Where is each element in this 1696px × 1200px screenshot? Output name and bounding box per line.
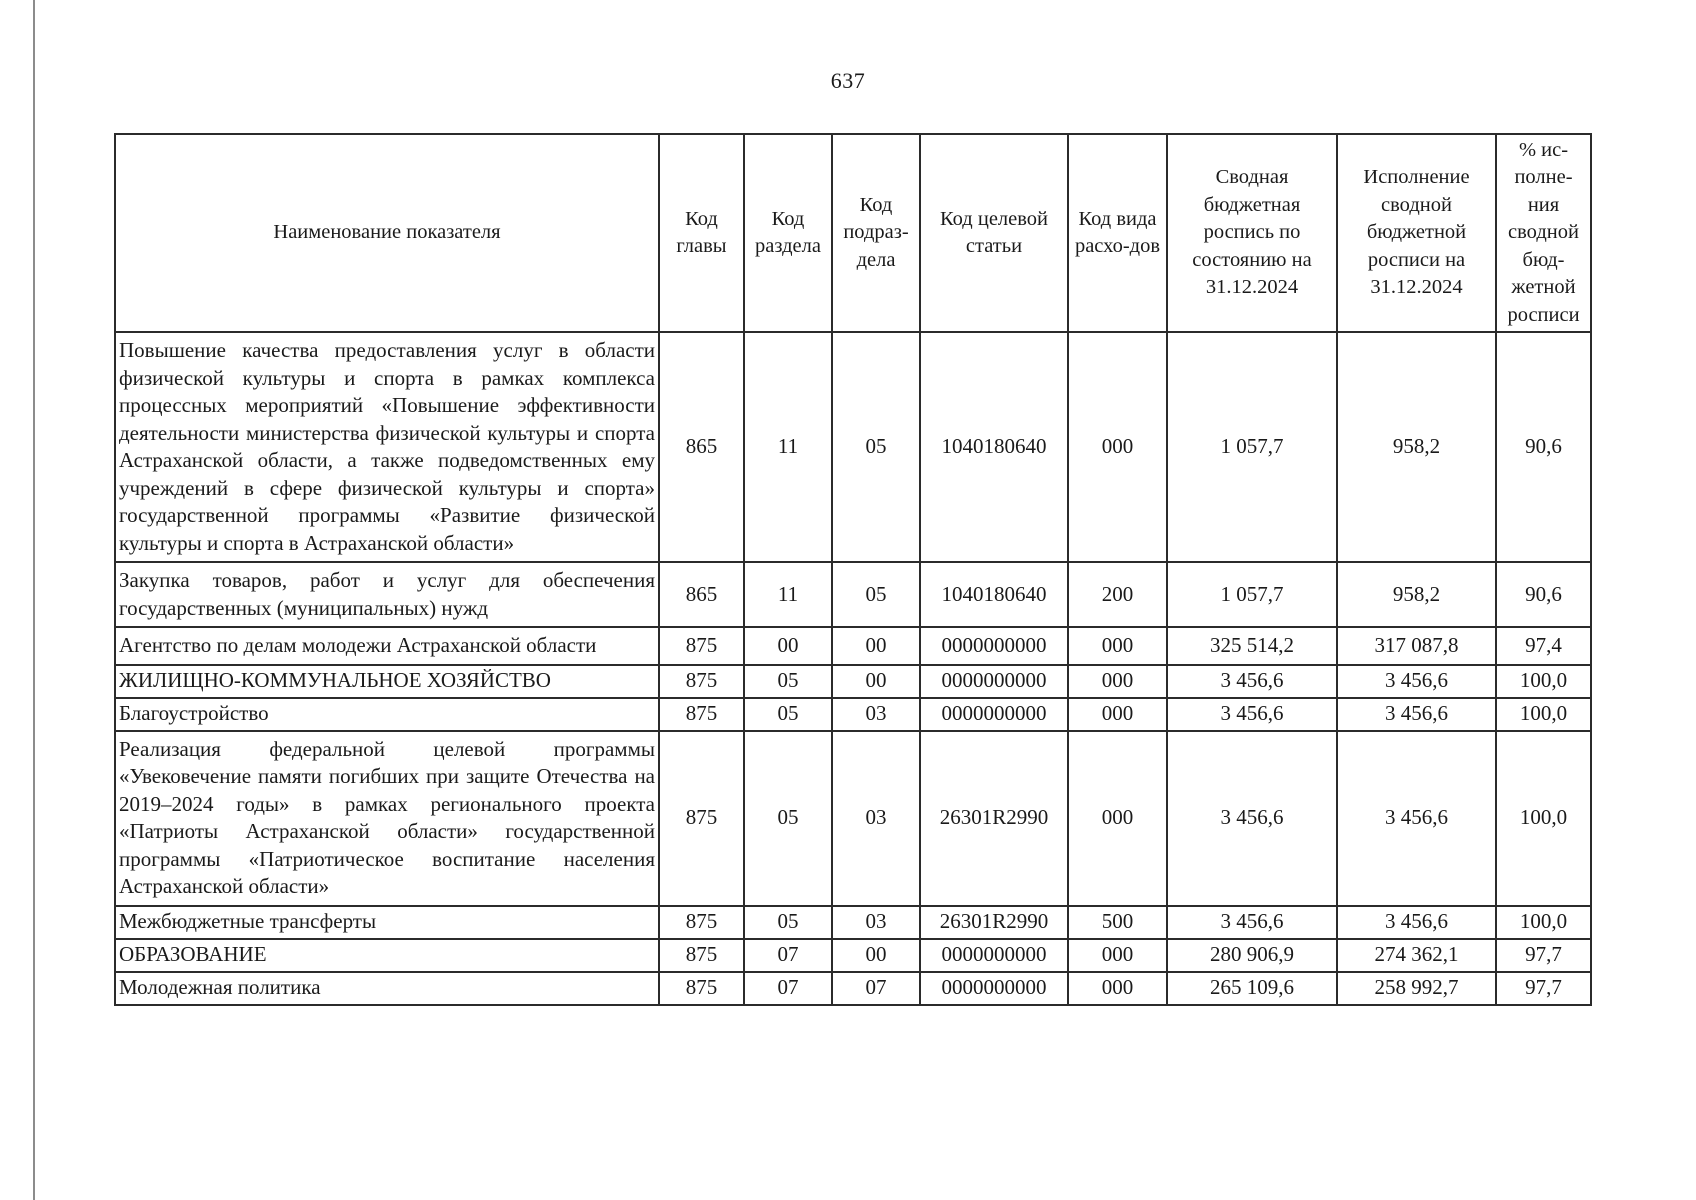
row-name: Закупка товаров, работ и услуг для обеспечения государственных (муниципальных) нужд	[115, 562, 659, 627]
row-expense-type: 200	[1068, 562, 1167, 627]
row-target: 0000000000	[920, 698, 1068, 731]
row-name: Молодежная политика	[115, 972, 659, 1005]
table-body	[115, 332, 1591, 1005]
row-name: ОБРАЗОВАНИЕ	[115, 939, 659, 972]
header-subsection-code: Код подраз-дела	[832, 134, 920, 332]
row-executed: 3 456,6	[1337, 906, 1496, 939]
row-percent: 100,0	[1496, 698, 1591, 731]
table-row	[115, 332, 1591, 562]
row-expense-type: 000	[1068, 332, 1167, 562]
row-target: 0000000000	[920, 665, 1068, 698]
row-subsection: 03	[832, 906, 920, 939]
row-subsection: 05	[832, 332, 920, 562]
header-expense-type-code: Код вида расхо-дов	[1068, 134, 1167, 332]
row-target: 26301R2990	[920, 906, 1068, 939]
row-percent: 97,7	[1496, 972, 1591, 1005]
row-section: 05	[744, 698, 832, 731]
header-row	[115, 134, 1591, 332]
row-section: 05	[744, 906, 832, 939]
header-planned: Сводная бюджетная роспись по состоянию на 31.12.2024	[1167, 134, 1337, 332]
table-row	[115, 972, 1591, 1005]
header-chapter-code: Код главы	[659, 134, 744, 332]
row-name: Реализация федеральной целевой программы «Увековечение памяти погибших при защите Отечества на 2019–2024 годы» в рамках регионального проекта «Патриоты Астраханской области» государственной программы «Патриотическое воспитание населения Астраханской области»	[115, 731, 659, 906]
row-chapter: 865	[659, 562, 744, 627]
row-subsection: 03	[832, 731, 920, 906]
row-section: 05	[744, 665, 832, 698]
table-row	[115, 731, 1591, 906]
row-chapter: 875	[659, 939, 744, 972]
row-expense-type: 000	[1068, 972, 1167, 1005]
row-executed: 958,2	[1337, 332, 1496, 562]
row-name: Межбюджетные трансферты	[115, 906, 659, 939]
row-percent: 97,7	[1496, 939, 1591, 972]
header-target-code: Код целевой статьи	[920, 134, 1068, 332]
budget-table	[114, 133, 1592, 1006]
row-expense-type: 000	[1068, 698, 1167, 731]
row-percent: 100,0	[1496, 906, 1591, 939]
row-percent: 90,6	[1496, 332, 1591, 562]
row-planned: 265 109,6	[1167, 972, 1337, 1005]
row-subsection: 05	[832, 562, 920, 627]
row-percent: 100,0	[1496, 665, 1591, 698]
header-percent: % ис-полне-ния сводной бюд-жетной росписи	[1496, 134, 1591, 332]
row-target: 1040180640	[920, 332, 1068, 562]
table-row	[115, 939, 1591, 972]
row-executed: 258 992,7	[1337, 972, 1496, 1005]
row-executed: 958,2	[1337, 562, 1496, 627]
row-expense-type: 000	[1068, 731, 1167, 906]
table-row	[115, 665, 1591, 698]
page-margin-line	[33, 0, 35, 1200]
row-target: 1040180640	[920, 562, 1068, 627]
row-planned: 3 456,6	[1167, 665, 1337, 698]
header-executed: Исполнение сводной бюджетной росписи на 31.12.2024	[1337, 134, 1496, 332]
row-section: 07	[744, 972, 832, 1005]
row-chapter: 875	[659, 731, 744, 906]
row-expense-type: 000	[1068, 939, 1167, 972]
row-subsection: 07	[832, 972, 920, 1005]
row-planned: 325 514,2	[1167, 627, 1337, 665]
row-executed: 274 362,1	[1337, 939, 1496, 972]
row-section: 05	[744, 731, 832, 906]
row-target: 0000000000	[920, 972, 1068, 1005]
row-subsection: 03	[832, 698, 920, 731]
row-expense-type: 000	[1068, 627, 1167, 665]
row-section: 00	[744, 627, 832, 665]
row-section: 11	[744, 562, 832, 627]
row-target: 26301R2990	[920, 731, 1068, 906]
row-target: 0000000000	[920, 939, 1068, 972]
row-chapter: 875	[659, 972, 744, 1005]
row-name: Повышение качества предоставления услуг в области физической культуры и спорта в рамках комплекса процессных мероприятий «Повышение эффективности деятельности министерства физической культуры и спорта Астраханской области, а также подведомственных ему учреждений в сфере физической культуры и спорта» государственной программы «Развитие физической культуры и спорта в Астраханской области»	[115, 332, 659, 562]
row-name: Агентство по делам молодежи Астраханской области	[115, 627, 659, 665]
table-row	[115, 627, 1591, 665]
row-subsection: 00	[832, 665, 920, 698]
row-chapter: 875	[659, 906, 744, 939]
header-section-code: Код раздела	[744, 134, 832, 332]
table-row	[115, 562, 1591, 627]
row-planned: 1 057,7	[1167, 332, 1337, 562]
row-chapter: 875	[659, 627, 744, 665]
page-number: 637	[830, 68, 866, 93]
row-section: 07	[744, 939, 832, 972]
row-chapter: 875	[659, 698, 744, 731]
row-percent: 100,0	[1496, 731, 1591, 906]
row-planned: 3 456,6	[1167, 731, 1337, 906]
row-target: 0000000000	[920, 627, 1068, 665]
table-header	[115, 134, 1591, 332]
row-subsection: 00	[832, 627, 920, 665]
row-executed: 317 087,8	[1337, 627, 1496, 665]
row-executed: 3 456,6	[1337, 731, 1496, 906]
row-executed: 3 456,6	[1337, 665, 1496, 698]
row-executed: 3 456,6	[1337, 698, 1496, 731]
row-percent: 97,4	[1496, 627, 1591, 665]
row-planned: 3 456,6	[1167, 906, 1337, 939]
row-planned: 1 057,7	[1167, 562, 1337, 627]
row-planned: 280 906,9	[1167, 939, 1337, 972]
row-subsection: 00	[832, 939, 920, 972]
row-expense-type: 000	[1068, 665, 1167, 698]
row-percent: 90,6	[1496, 562, 1591, 627]
row-section: 11	[744, 332, 832, 562]
row-name: Благоустройство	[115, 698, 659, 731]
header-name: Наименование показателя	[115, 134, 659, 332]
table-row	[115, 906, 1591, 939]
row-planned: 3 456,6	[1167, 698, 1337, 731]
row-name: ЖИЛИЩНО-КОММУНАЛЬНОЕ ХОЗЯЙСТВО	[115, 665, 659, 698]
row-expense-type: 500	[1068, 906, 1167, 939]
row-chapter: 875	[659, 665, 744, 698]
table-row	[115, 698, 1591, 731]
row-chapter: 865	[659, 332, 744, 562]
